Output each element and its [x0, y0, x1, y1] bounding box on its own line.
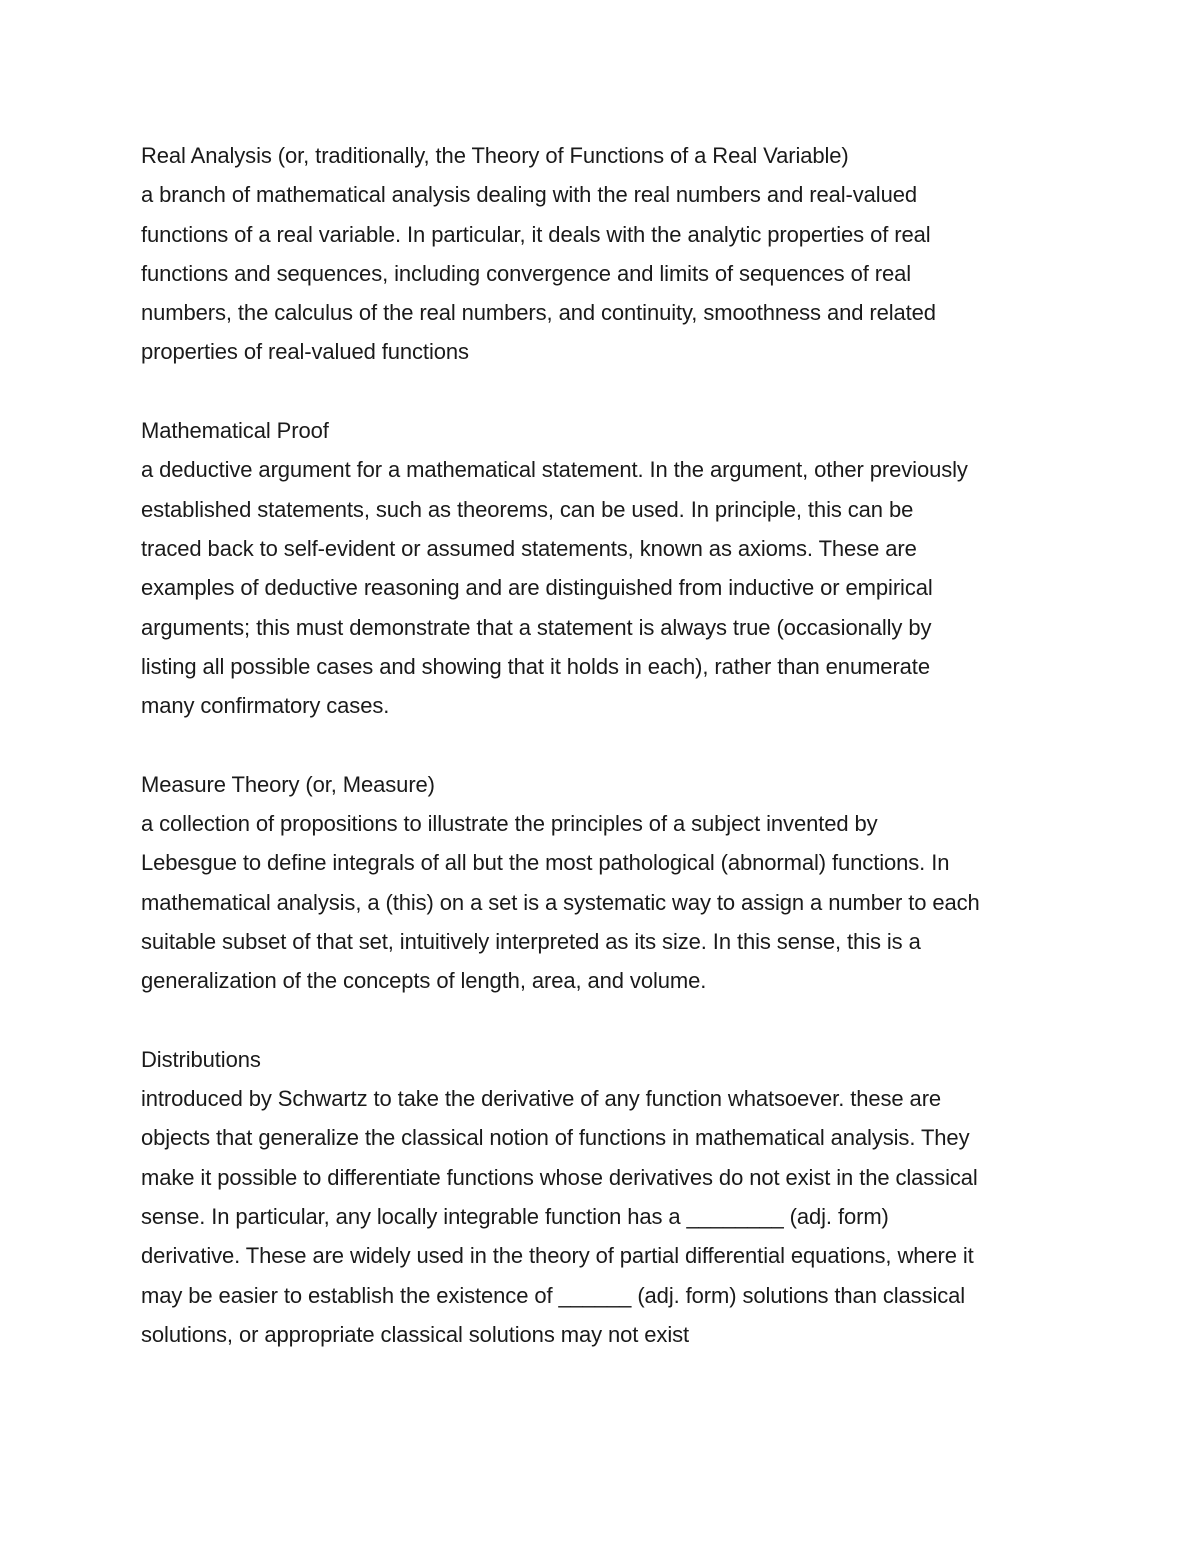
entry-term: Real Analysis (or, traditionally, the Theory of Functions of a Real Variable) — [141, 143, 849, 168]
glossary-entry — [141, 765, 1071, 1001]
glossary-entry — [141, 136, 1071, 372]
entry-definition: introduced by Schwartz to take the derivative of any function whatsoever. these are objects that generalize the classical notion of functions in mathematical analysis. They make it possible to differentiate functions whose derivatives do not exist in the classical sense. In particular, any locally integrable function has a ________ (adj. form) derivative. These are widely used in the theory of partial differential equations, where it may be easier to establish the existence of ______ (adj. form) solutions than classical solutions, or appropriate classical solutions may not exist — [141, 1086, 978, 1347]
entry-term: Mathematical Proof — [141, 418, 329, 444]
glossary-entry — [141, 411, 1071, 725]
entry-definition: a branch of mathematical analysis dealing with the real numbers and real-valued functions of a real variable. In particular, it deals with the analytic properties of real functions and sequences, including convergence and limits of sequences of real numbers, the calculus of the real numbers, and continuity, smoothness and related properties of real-valued functions — [141, 182, 936, 365]
entry-definition: a deductive argument for a mathematical statement. In the argument, other previously established statements, such as theorems, can be used. In principle, this can be traced back to self-evident or assumed statements, known as axioms. These are examples of deductive reasoning and are distinguished from inductive or empirical arguments; this must demonstrate that a statement is always true (occasionally by listing all possible cases and showing that it holds in each), rather than enumerate many confirmatory cases. — [141, 457, 968, 719]
entry-term: Distributions — [141, 1046, 261, 1072]
entry-term: Measure Theory (or, Measure) — [141, 771, 435, 797]
entry-definition: a collection of propositions to illustrate the principles of a subject invented by Lebesgue to define integrals of all but the most pathological (abnormal) functions. In mathematical analysis, a (this) on a set is a systematic way to assign a number to each suitable subset of that set, intuitively interpreted as its size. In this sense, this is a generalization of the concepts of length, area, and volume. — [141, 811, 980, 994]
glossary-entry — [141, 1040, 1071, 1354]
document-body — [141, 136, 1071, 1394]
